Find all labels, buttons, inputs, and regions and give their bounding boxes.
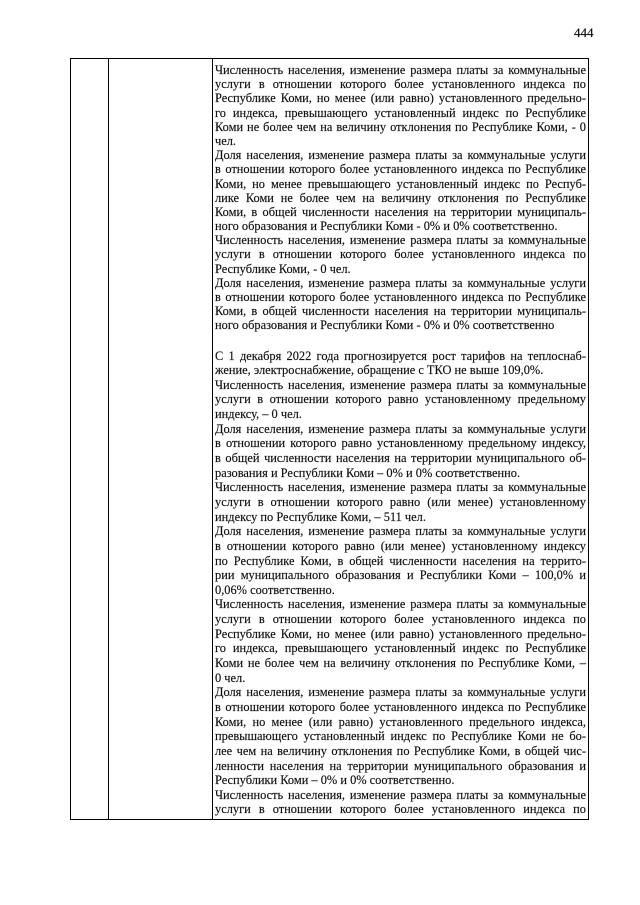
text-line: услуги в отношении которого равно установленному предельному	[215, 392, 586, 407]
text-line: чел.	[215, 133, 237, 148]
paragraph	[215, 148, 586, 233]
text-line: Доля населения, изменение размера платы за коммунальные услуги	[215, 524, 586, 539]
text-line: ного образования и Республики Коми - 0% и 0% соответственно.	[215, 219, 558, 234]
text-line: Численность населения, изменение размера платы за коммунальные	[215, 597, 586, 612]
text-line: Численность населения, изменение размера платы за коммунальные	[215, 787, 586, 802]
paragraph	[215, 524, 586, 597]
text-line: Доля населения, изменение размера платы за коммунальные услуги	[215, 275, 586, 290]
text-line: Коми не более чем на величину отклонения по Республике Коми, - 0	[215, 119, 586, 134]
text-line: в отношении которого равно установленному предельному индексу,	[215, 436, 586, 451]
text-line: в общей численности населения на территории муниципального об-	[215, 451, 586, 466]
text-line: Численность населения, изменение размера платы за коммунальные	[215, 377, 586, 392]
table-cell-second-column	[109, 59, 213, 819]
paragraph	[215, 233, 586, 276]
text-line: Коми, но менее превышающего установленный индекс по Респуб-	[215, 176, 586, 191]
text-line: 0,06% соответственно.	[215, 582, 335, 597]
paragraph	[215, 349, 586, 378]
text-line: Республики Коми – 0% и 0% соответственно.	[215, 773, 455, 788]
blank-line	[215, 333, 586, 349]
text-line: Доля населения, изменение размера платы за коммунальные услуги	[215, 421, 586, 436]
text-line: жение, электроснабжение, обращение с ТКО не выше 109,0%.	[215, 363, 544, 378]
text-line: ленности населения на территории муниципального образования и	[215, 758, 586, 773]
document-table	[70, 58, 589, 820]
text-line: 0 чел.	[215, 670, 246, 685]
text-line: в отношении которого равно (или менее) установленному индексу	[215, 538, 586, 553]
text-line: лике Коми не более чем на величину отклонения по Республике	[215, 190, 586, 205]
paragraph	[215, 276, 586, 333]
paragraph	[215, 685, 586, 787]
text-line: го индекса, превышающего установленный индекс по Республике	[215, 105, 586, 120]
paragraph	[215, 788, 586, 817]
text-line: Коми, в общей численности населения на территории муниципаль-	[215, 204, 586, 219]
text-line: рии муниципального образования и Республики Коми – 100,0% и	[215, 568, 586, 583]
paragraph	[215, 63, 586, 148]
paragraph	[215, 480, 586, 524]
text-line: в отношении которого более установленного индекса по Республике	[215, 699, 586, 714]
text-line: услуги в отношении которого более установленного индекса по	[215, 77, 586, 92]
text-line: Численность населения, изменение размера платы за коммунальные	[215, 233, 586, 248]
text-line: услуги в отношении которого более установленного индекса по	[215, 247, 586, 262]
text-line: индексу, – 0 чел.	[215, 407, 302, 422]
text-section-top	[215, 63, 586, 333]
text-line: Численность населения, изменение размера платы за коммунальные	[215, 480, 586, 495]
paragraph	[215, 597, 586, 685]
text-line: Коми, но менее (или равно) установленного предельного индекса,	[215, 714, 586, 729]
text-line: превышающего установленный индекс по Республике Коми не бо-	[215, 729, 586, 744]
text-line: Коми не более чем на величину отклонения по Республике Коми, –	[215, 656, 586, 671]
text-line: Численность населения, изменение размера платы за коммунальные	[215, 63, 586, 77]
text-line: Доля населения, изменение размера платы за коммунальные услуги	[215, 685, 586, 700]
text-line: Республике Коми, - 0 чел.	[215, 261, 351, 276]
text-line: разования и Республики Коми – 0% и 0% соответственно.	[215, 465, 521, 480]
text-line: в отношении которого более установленного индекса по Республике	[215, 162, 586, 177]
text-line: ного образования и Республики Коми - 0% и 0% соответственно	[215, 318, 555, 333]
table-cell-first-column	[71, 59, 109, 819]
text-line: го индекса, превышающего установленный индекс по Республике	[215, 641, 586, 656]
text-line: услуги в отношении которого более установленного индекса по	[215, 802, 586, 817]
text-line: услуги в отношении которого равно (или менее) установленному	[215, 494, 586, 509]
paragraph	[215, 422, 586, 481]
text-line: индексу по Республике Коми, – 511 чел.	[215, 509, 426, 524]
table-cell-text	[213, 59, 588, 819]
text-line: Коми, в общей численности населения на территории муниципаль-	[215, 304, 586, 319]
text-line: в отношении которого более установленного индекса по Республике	[215, 290, 586, 304]
text-line: Республике Коми, но менее (или равно) установленного предельно-	[215, 91, 586, 106]
text-line: Республике Коми, но менее (или равно) установленного предельно-	[215, 626, 586, 641]
paragraph	[215, 378, 586, 422]
text-line: по Республике Коми, в общей численности населения на террито-	[215, 553, 586, 568]
text-line: услуги в отношении которого более установленного индекса по	[215, 612, 586, 627]
text-line: С 1 декабря 2022 года прогнозируется рост тарифов на теплоснаб-	[215, 348, 586, 363]
text-line: Доля населения, изменение размера платы за коммунальные услуги	[215, 148, 586, 163]
text-section-bottom	[215, 349, 586, 818]
text-line: лее чем на величину отклонения по Республике Коми, в общей чис-	[215, 743, 586, 758]
page-number: 444	[574, 25, 594, 40]
